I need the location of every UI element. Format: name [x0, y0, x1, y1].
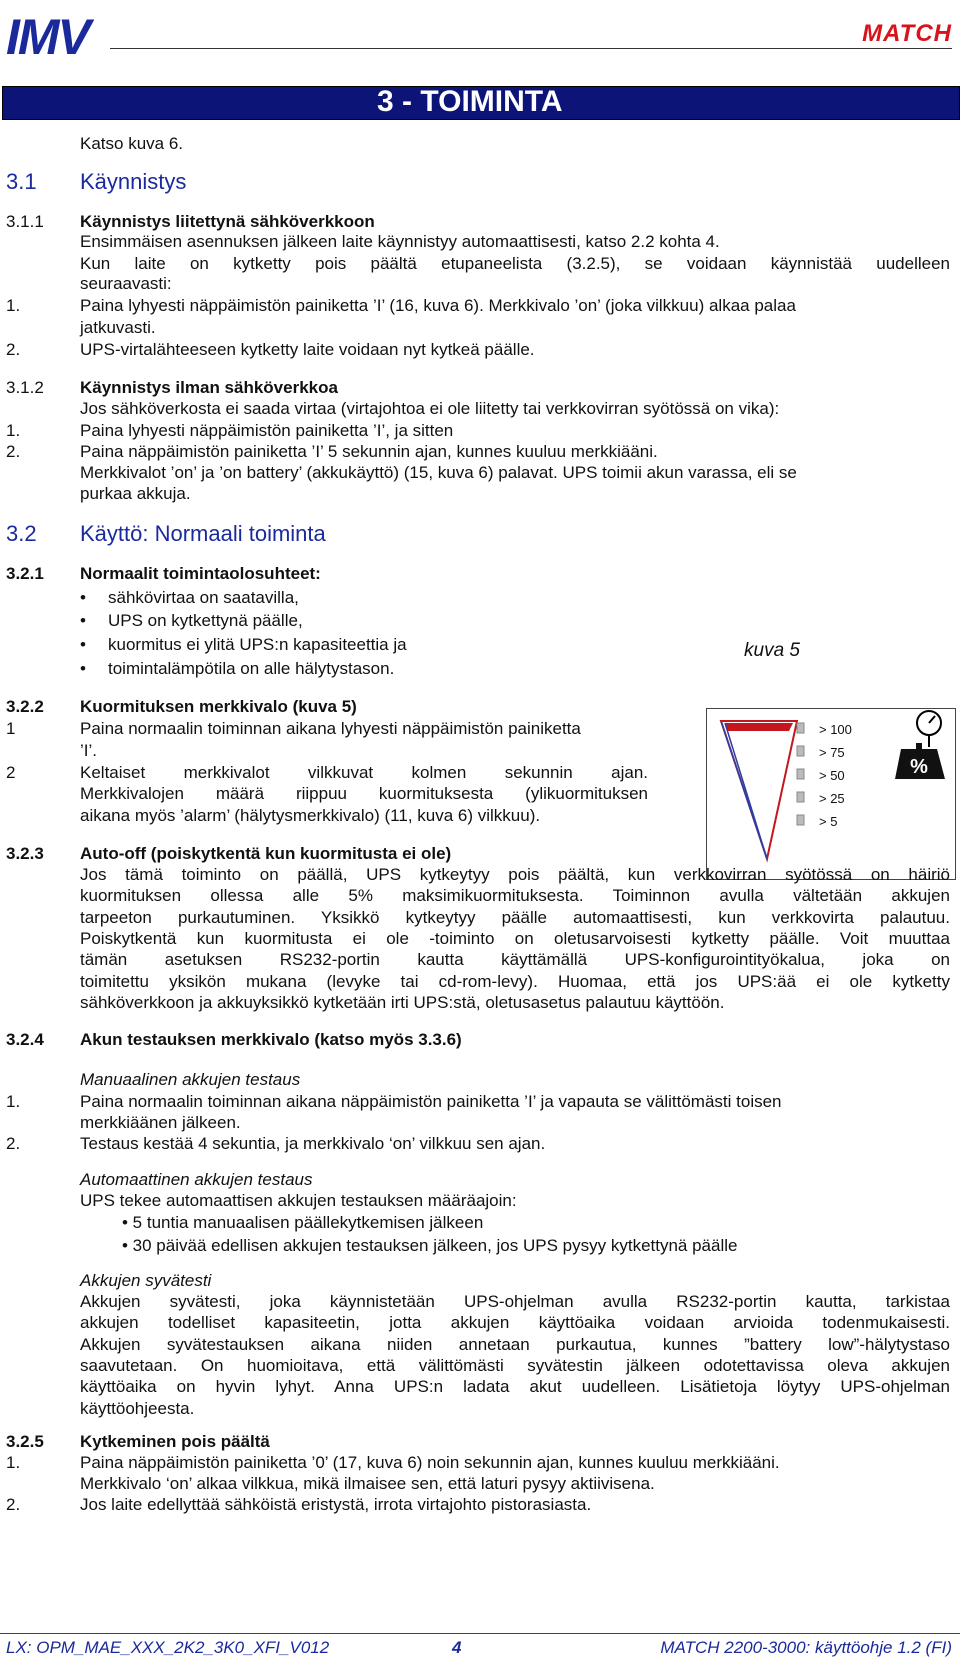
- paragraph-line: purkaa akkuja.: [80, 484, 191, 503]
- list-item-text: Paina näppäimistön painiketta ’0’ (17, kuva 6) noin sekunnin ajan, kunnes kuuluu merkkiääni.: [80, 1453, 780, 1472]
- paragraph-line: Kun laite on kytketty pois päältä etupaneelista (3.2.5), se voidaan käynnistää uudelleen: [80, 254, 950, 273]
- list-item-text: Keltaiset merkkivalot vilkkuvat kolmen sekunnin ajan.: [80, 763, 648, 782]
- list-number: 2.: [6, 1495, 21, 1514]
- paragraph-line: akkujen todelliset kapasiteetin, jotta akkujen käyttöaika voidaan arvioida todenmukaisesti.: [80, 1313, 950, 1333]
- match-logo: MATCH: [862, 20, 952, 47]
- load-led-label: > 75: [819, 745, 845, 760]
- bullet-text: sähkövirtaa on saatavilla,: [108, 588, 299, 607]
- list-item-text: Merkkivalo ‘on’ alkaa vilkkua, mikä ilmaisee sen, että laturi pysyy aktiivisena.: [80, 1474, 655, 1493]
- subheading-number: 3.1.1: [6, 212, 44, 231]
- load-led-label: > 50: [819, 768, 845, 783]
- list-number: 1.: [6, 421, 21, 440]
- paragraph-line: Akkujen syvätesti, joka käynnistetään UPS-ohjelman avulla RS232-portin kautta, tarkistaa: [80, 1292, 950, 1311]
- intro-text: Katso kuva 6.: [80, 134, 184, 153]
- subheading-title: Käynnistys liitettynä sähköverkkoon: [80, 212, 375, 231]
- paragraph-line: käyttöohjeesta.: [80, 1398, 195, 1418]
- subsection-title: Manuaalinen akkujen testaus: [80, 1070, 301, 1089]
- list-number: 2: [6, 763, 16, 782]
- bullet: •: [80, 611, 86, 630]
- load-led-label: > 25: [819, 791, 845, 806]
- paragraph-line: kuormituksen ollessa alle 5% maksimikuormituksesta. Toiminnon avulla vältetään akkujen: [80, 886, 950, 906]
- bullet-text: • 5 tuntia manuaalisen päällekytkemisen jälkeen: [122, 1213, 484, 1232]
- subsection-title: Akkujen syvätesti: [80, 1271, 212, 1290]
- load-led-label: > 100: [819, 722, 852, 737]
- subheading-title: Normaalit toimintaolosuhteet:: [80, 564, 321, 583]
- footer-doc-title: MATCH 2200-3000: käyttöohje 1.2 (FI): [660, 1638, 952, 1657]
- section-banner: [2, 86, 960, 120]
- list-number: 1.: [6, 296, 21, 315]
- subheading-number: 3.2.5: [6, 1432, 44, 1451]
- bullet-text: kuormitus ei ylitä UPS:n kapasiteettia ja: [108, 635, 407, 654]
- subheading-title: Akun testauksen merkkivalo (katso myös 3.3.6): [80, 1030, 462, 1049]
- list-item-text: Paina lyhyesti näppäimistön painiketta ’I’, ja sitten: [80, 421, 454, 440]
- list-item-text: Jos laite edellyttää sähköistä eristystä, irrota virtajohto pistorasiasta.: [80, 1495, 592, 1514]
- paragraph-line: tämän asetuksen RS232-portin kautta käyttämällä UPS-konfigurointityökalua, joka on: [80, 950, 950, 970]
- list-number: 2.: [6, 340, 21, 359]
- list-item-text: Merkkivalojen määrä riippuu kuormituksesta (ylikuormituksen: [80, 784, 648, 803]
- load-led: [797, 769, 804, 779]
- list-number: 1.: [6, 1453, 21, 1472]
- subheading-number: 3.1.2: [6, 378, 44, 397]
- heading-title: Käyttö: Normaali toiminta: [80, 521, 326, 546]
- footer-page-number: 4: [452, 1638, 462, 1657]
- paragraph-line: seuraavasti:: [80, 274, 172, 293]
- paragraph-line: toimitettu yksikön mukana (levyke tai cd-rom-levy). Huomaa, että jos UPS:ää ei ole kytketty: [80, 971, 950, 991]
- header-rule: [110, 48, 952, 49]
- load-wedge-top-bar: [725, 723, 793, 731]
- paragraph-line: Akkujen syvätestauksen aikana niiden annetaan purkautua, kunnes ”battery low”-hälytystaso: [80, 1334, 950, 1354]
- bullet: •: [80, 659, 86, 678]
- bullet: •: [80, 588, 86, 607]
- subheading-title: Kuormituksen merkkivalo (kuva 5): [80, 697, 357, 716]
- list-item-text: Paina normaalin toiminnan aikana näppäimistön painiketta ’I’ ja vapauta se välittömästi toisen: [80, 1092, 782, 1111]
- list-number: 1.: [6, 1092, 21, 1111]
- heading-title: Käynnistys: [80, 169, 187, 194]
- section-title: 3 - TOIMINTA: [377, 85, 563, 118]
- heading-number: 3.1: [6, 169, 37, 194]
- list-item-text: Paina normaalin toiminnan aikana lyhyesti näppäimistön painiketta: [80, 719, 581, 738]
- imv-logo: IMV: [6, 9, 89, 65]
- paragraph-line: Ensimmäisen asennuksen jälkeen laite käynnistyy automaattisesti, katso 2.2 kohta 4.: [80, 232, 720, 251]
- bullet-text: UPS on kytkettynä päälle,: [108, 611, 303, 630]
- list-item-text: UPS-virtalähteeseen kytketty laite voidaan nyt kytkeä päälle.: [80, 340, 535, 359]
- figure-caption: kuva 5: [744, 640, 800, 661]
- subheading-title: Auto-off (poiskytkentä kun kuormitusta ei ole): [80, 844, 452, 863]
- load-led-label: > 5: [819, 814, 838, 829]
- list-item-text: Testaus kestää 4 sekuntia, ja merkkivalo ‘on’ vilkkuu sen ajan.: [80, 1134, 546, 1153]
- list-item-text: ’I’.: [80, 741, 97, 760]
- subheading-title: Käynnistys ilman sähköverkkoa: [80, 378, 338, 397]
- percent-symbol: %: [910, 756, 928, 778]
- list-item-text: merkkiäänen jälkeen.: [80, 1113, 241, 1132]
- paragraph-line: saavutetaan. On huomioitava, että välittömästi syvätestin jälkeen odotettavissa oleva akkujen: [80, 1355, 950, 1375]
- subsection-title: Automaattinen akkujen testaus: [80, 1170, 313, 1189]
- paragraph-line: sähköverkkoon ja akkuyksikkö kytketään irti UPS:stä, oletusasetus palautuu käyttöön.: [80, 992, 725, 1012]
- list-number: 2.: [6, 442, 21, 461]
- subheading-number: 3.2.4: [6, 1030, 44, 1049]
- paragraph-line: Merkkivalot ’on’ ja ’on battery’ (akkukäyttö) (15, kuva 6) palavat. UPS toimii akun varassa, eli se: [80, 463, 797, 482]
- paragraph-line: Jos tämä toiminto on päällä, UPS kytkeytyy pois päältä, kun verkkovirran syötössä on häiriö: [80, 865, 950, 884]
- list-item-text: aikana myös ’alarm’ (hälytysmerkkivalo) (11, kuva 6) vilkkuu).: [80, 806, 541, 825]
- list-item-text: Paina näppäimistön painiketta ’I’ 5 sekunnin ajan, kunnes kuuluu merkkiääni.: [80, 442, 658, 461]
- load-led: [797, 723, 804, 733]
- subheading-number: 3.2.3: [6, 844, 44, 863]
- list-number: 2.: [6, 1134, 21, 1153]
- paragraph-line: Jos sähköverkosta ei saada virtaa (virtajohtoa ei ole liitetty tai verkkovirran syötössä on vika):: [80, 399, 780, 418]
- bullet-text: toimintalämpötila on alle hälytystason.: [108, 659, 395, 678]
- footer-rule: [0, 1633, 960, 1634]
- paragraph-line: Poiskytkentä kun kuormitusta ei ole -toiminto on oletusarvoisesti kytketty päälle. Voit muuttaa: [80, 928, 950, 948]
- load-led: [797, 792, 804, 802]
- paragraph-line: tarpeeton purkautuminen. Yksikkö kytkeytyy päälle automaattisesti, kun verkkovirta palautuu.: [80, 907, 950, 927]
- bullet-text: • 30 päivää edellisen akkujen testauksen jälkeen, jos UPS pysyy kytkettynä päälle: [122, 1236, 738, 1255]
- paragraph-line: UPS tekee automaattisen akkujen testauksen määräajoin:: [80, 1191, 517, 1210]
- subheading-number: 3.2.1: [6, 564, 44, 583]
- subheading-title: Kytkeminen pois päältä: [80, 1432, 270, 1451]
- footer-doc-id: LX: OPM_MAE_XXX_2K2_3K0_XFI_V012: [6, 1638, 330, 1657]
- heading-number: 3.2: [6, 521, 37, 546]
- bullet: •: [80, 635, 86, 654]
- list-number: 1: [6, 719, 16, 738]
- subheading-number: 3.2.2: [6, 697, 44, 716]
- paragraph-line: käyttöaika on hyvin lyhyt. Anna UPS:n ladata akut uudelleen. Lisätietoja löytyy UPS-ohjelman: [80, 1377, 950, 1397]
- list-item-text: jatkuvasti.: [80, 318, 156, 337]
- list-item-text: Paina lyhyesti näppäimistön painiketta ’I’ (16, kuva 6). Merkkivalo ’on’ (joka vilkkuu) alkaa palaa: [80, 296, 796, 315]
